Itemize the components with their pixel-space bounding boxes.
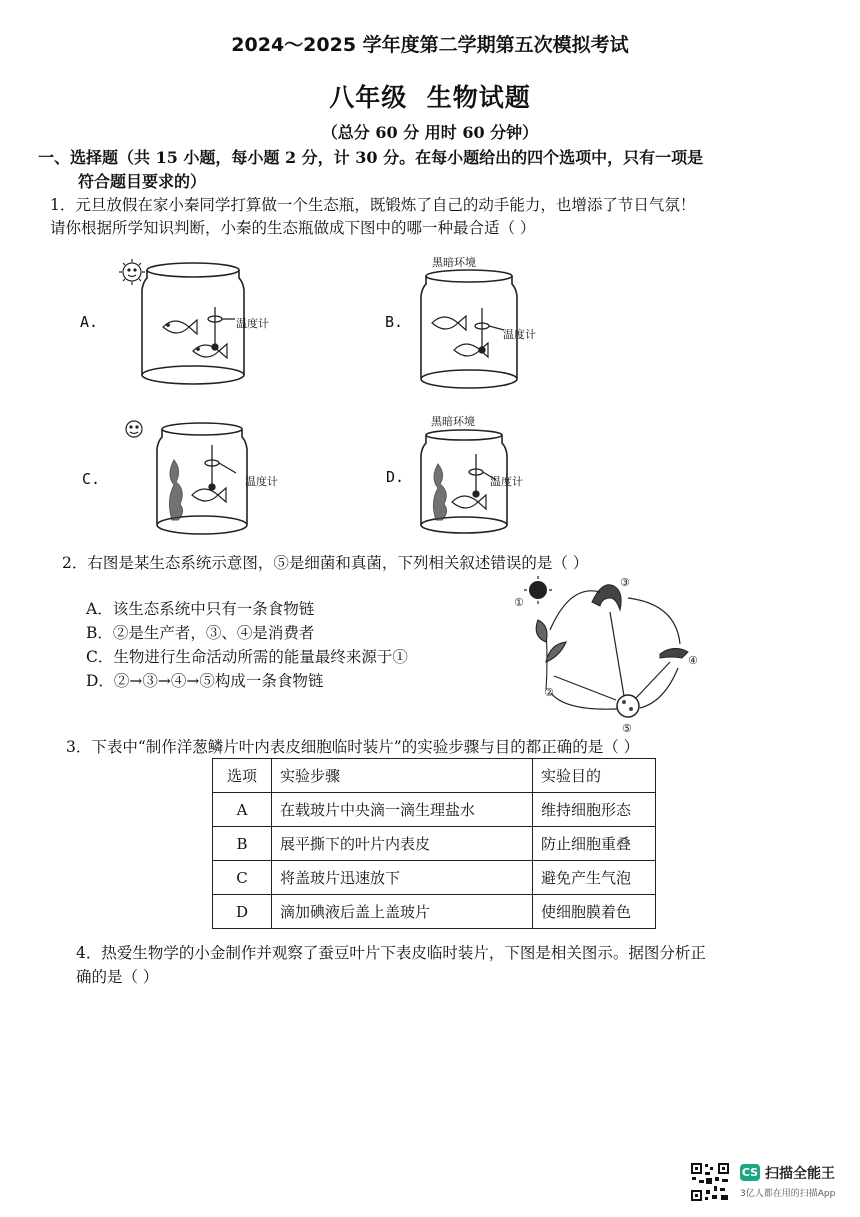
diagram-label-1: ① <box>514 596 524 609</box>
table-cell: 将盖玻片迅速放下 <box>272 861 533 895</box>
flow-arrows <box>550 591 680 709</box>
diagram-label-5: ⑤ <box>622 722 632 732</box>
table-cell: 滴加碘液后盖上盖玻片 <box>272 895 533 929</box>
fish-icon <box>452 495 486 509</box>
bird-icon <box>660 648 688 658</box>
table-cell: 防止细胞重叠 <box>533 827 656 861</box>
exam-title: 2024～2025 学年度第二学期第五次模拟考试 <box>231 34 629 56</box>
diagram-label-2: ② <box>544 686 554 699</box>
table-cell: B <box>213 827 272 861</box>
section-heading-cont: 符合题目要求的） <box>78 172 207 191</box>
table-cell: 使细胞膜着色 <box>533 895 656 929</box>
q1-option-a-figure <box>115 255 255 390</box>
q1-option-d-env-label: 黑暗环境 <box>431 415 475 428</box>
sun-icon <box>126 421 142 437</box>
section-heading: 一、选择题（共 15 小题，每小题 2 分，计 30 分。在每小题给出的四个选项中，只有一项是 <box>38 148 704 167</box>
q1-option-b-env-label: 黑暗环境 <box>432 256 476 269</box>
q1-option-a-thermometer-label: 温度计 <box>236 317 269 330</box>
sun-icon <box>119 259 145 285</box>
table-header-cell: 选项 <box>213 759 272 793</box>
q2-option-a: A．该生态系统中只有一条食物链 <box>86 600 315 618</box>
thermometer-icon <box>475 308 504 353</box>
q1-option-c-thermometer-label: 温度计 <box>245 475 278 488</box>
ecosystem-diagram <box>510 572 710 732</box>
q1-option-d-thermometer-label: 温度计 <box>490 475 523 488</box>
score-info: （总分 60 分 用时 60 分钟） <box>321 123 539 142</box>
q3-stem: 3．下表中“制作洋葱鳞片叶内表皮细胞临时装片”的实验步骤与目的都正确的是（ ） <box>66 738 640 756</box>
q4-stem-line2: 确的是（ ） <box>76 968 159 986</box>
table-cell: 维持细胞形态 <box>533 793 656 827</box>
table-header-row <box>213 759 656 793</box>
experiment-table <box>212 758 656 929</box>
brand-name: 扫描全能王 <box>765 1166 835 1182</box>
table-row <box>213 895 656 929</box>
q1-option-a-label: A. <box>80 313 99 331</box>
q1-option-c-figure <box>120 415 260 540</box>
thermometer-icon <box>205 445 236 490</box>
sun-icon <box>524 576 552 604</box>
table-cell: A <box>213 793 272 827</box>
table-row <box>213 827 656 861</box>
water-plant-icon <box>433 464 446 520</box>
q1-option-c-label: C. <box>82 470 101 488</box>
table-row <box>213 793 656 827</box>
qr-code-icon <box>690 1162 730 1202</box>
q1-option-b-label: B. <box>385 313 404 331</box>
q2-option-c: C．生物进行生命活动所需的能量最终来源于① <box>86 648 408 666</box>
diagram-label-4: ④ <box>688 654 698 667</box>
water-plant-icon <box>169 460 182 520</box>
fish-icon <box>192 488 226 502</box>
q2-option-d: D．②→③→④→⑤构成一条食物链 <box>86 672 324 690</box>
fish-icon <box>432 316 488 357</box>
cs-logo: CS <box>741 1166 759 1179</box>
table-header-cell: 实验目的 <box>533 759 656 793</box>
table-cell: 展平撕下的叶片内表皮 <box>272 827 533 861</box>
thermometer-icon <box>208 307 235 350</box>
microbe-icon <box>617 695 639 717</box>
subject-title: 八年级 生物试题 <box>329 83 531 112</box>
q4-stem-line1: 4．热爱生物学的小金制作并观察了蚕豆叶片下表皮临时装片，下图是相关图示。据图分析正 <box>76 944 706 962</box>
table-header-cell: 实验步骤 <box>272 759 533 793</box>
table-cell: C <box>213 861 272 895</box>
q1-stem-line2: 请你根据所学知识判断，小秦的生态瓶做成下图中的哪一种最合适（ ） <box>50 219 536 237</box>
table-cell: 避免产生气泡 <box>533 861 656 895</box>
q2-stem: 2．右图是某生态系统示意图，⑤是细菌和真菌，下列相关叙述错误的是（ ） <box>62 554 589 572</box>
fish-icon <box>163 320 227 358</box>
table-row <box>213 861 656 895</box>
q1-stem-line1: 1．元旦放假在家小秦同学打算做一个生态瓶，既锻炼了自己的动手能力，也增添了节日气氛！ <box>50 196 696 214</box>
table-cell: 在载玻片中央滴一滴生理盐水 <box>272 793 533 827</box>
table-cell: D <box>213 895 272 929</box>
diagram-label-3: ③ <box>620 576 630 589</box>
brand-tagline: 3亿人都在用的扫描App <box>740 1189 836 1199</box>
q1-option-d-label: D. <box>386 468 405 486</box>
q1-option-b-thermometer-label: 温度计 <box>503 328 536 341</box>
caterpillar-icon <box>592 585 621 610</box>
q2-option-b: B．②是生产者，③、④是消费者 <box>86 624 315 642</box>
